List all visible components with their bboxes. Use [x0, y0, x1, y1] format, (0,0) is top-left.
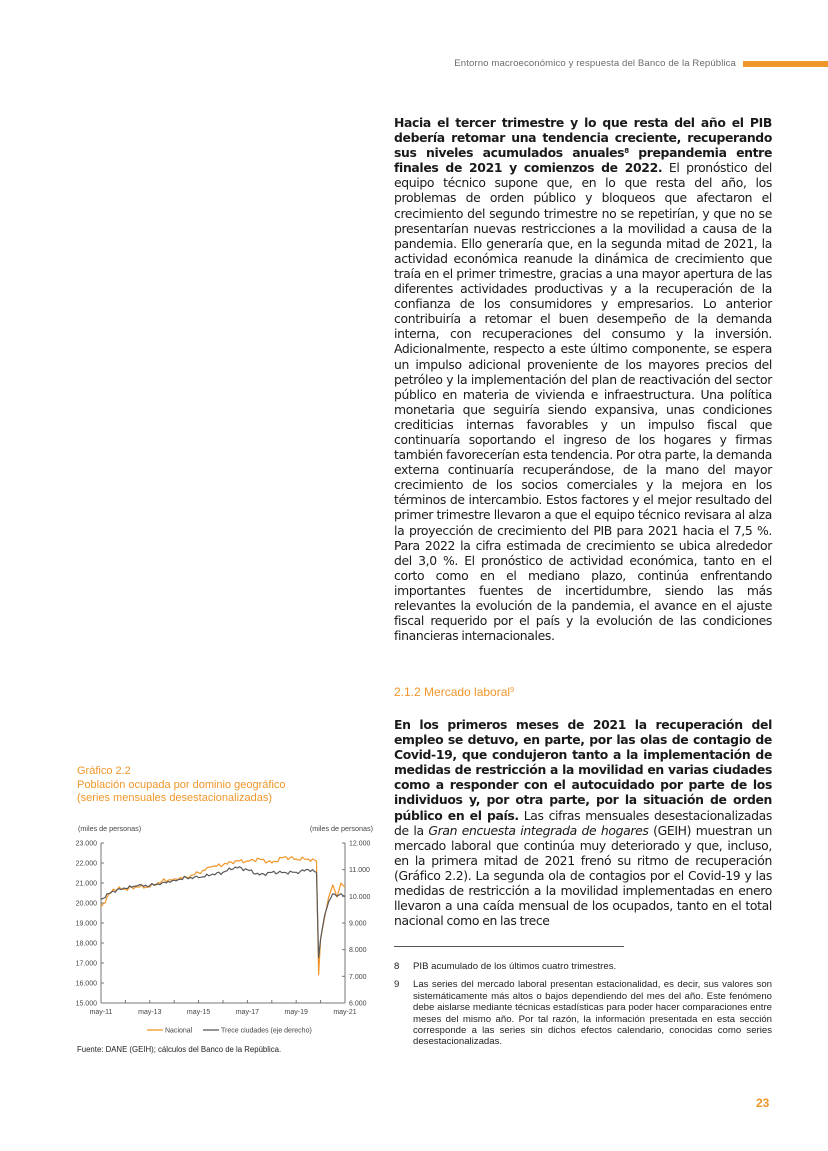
svg-text:may-21: may-21: [333, 1009, 357, 1016]
legend-trece-label: Trece ciudades (eje derecho): [221, 1027, 312, 1035]
footnote-ref-8[interactable]: 8: [624, 147, 629, 156]
svg-text:may-11: may-11: [89, 1009, 113, 1016]
paragraph-labor-market: En los primeros meses de 2021 la recuperación del empleo se detuvo, en parte, por las olas de contagio de Covid-19, que condujeron tanto a la implementación de medidas de restricción a la movilidad en varias ciudades como a responder con el autocuidado por parte de los individuos y, por otra parte, por la situación de orden público en el país. Las cifras mensuales desestacionalizadas de la Gran encuesta integrada de hogares (GEIH) muestran un mercado laboral que continúa muy deteriorado y que, incluso, en la primera mitad de 2021 frenó su ritmo de recuperación (Gráfico 2.2). La segunda ola de contagios por el Covid-19 y las medidas de restricción a la movilidad implementadas en enero llevaron a una caída mensual de los ocupados, tanto en el total nacional como en las trece: [394, 717, 772, 929]
chart-axes: [76, 841, 371, 1017]
svg-text:15.000: 15.000: [75, 1000, 97, 1008]
paragraph-gdp-outlook: [394, 115, 772, 643]
series-trece-ciudades-line: [101, 867, 345, 958]
svg-text:may-19: may-19: [284, 1009, 308, 1016]
footnotes: [394, 961, 772, 1055]
svg-text:may-15: may-15: [186, 1009, 211, 1016]
svg-text:9.000: 9.000: [349, 920, 367, 928]
footnote-ref-9[interactable]: 9: [510, 687, 514, 694]
svg-text:11.000: 11.000: [349, 867, 370, 875]
footnote-9: 9 Las series del mercado laboral presentan estacionalidad, es decir, sus valores son sistemáticamente más altos o bajos dependiendo del mes del año. Este fenómeno debe aislarse mediante técnicas estadísticas para poder hacer comparaciones entre meses del mismo año. Por tal razón, la información presentada en esta sección corresponde a las series sin dichos efectos calendario, conocidas como series desestacionalizadas.: [394, 979, 772, 1048]
series-nacional-line: [101, 857, 345, 975]
employment-line-chart: [70, 818, 380, 1040]
svg-text:17.000: 17.000: [75, 960, 97, 968]
chart-series: [101, 857, 345, 975]
figure-source: Fuente: DANE (GEIH); cálculos del Banco de la República.: [77, 1045, 282, 1054]
svg-text:may-13: may-13: [138, 1009, 162, 1016]
figure-title: Población ocupada por dominio geográfico: [77, 778, 286, 791]
chart-legend: [147, 1028, 312, 1035]
svg-text:12.000: 12.000: [349, 840, 371, 848]
paragraph1-lead: Hacia el tercer trimestre y lo que resta del año el PIB debería retomar una tendencia creciente, recuperando sus niveles acumulados anuales$^8$ prepandemia entre finales de 2021 y comienzos de 2022.: [394, 115, 772, 176]
section-heading: 2.1.2 Mercado laboral$^9$: [394, 685, 514, 699]
svg-text:19.000: 19.000: [75, 920, 97, 928]
footnote-divider: [394, 946, 624, 947]
figure-caption: [77, 765, 286, 806]
svg-text:21.000: 21.000: [75, 880, 97, 888]
svg-text:may-17: may-17: [235, 1009, 260, 1016]
footnote-8: 8 PIB acumulado de los últimos cuatro trimestres.: [394, 961, 617, 972]
svg-text:23.000: 23.000: [75, 840, 97, 848]
svg-text:18.000: 18.000: [75, 940, 97, 948]
svg-text:20.000: 20.000: [75, 900, 97, 908]
figure-label: Gráfico 2.2: [77, 765, 131, 777]
running-head-title: Entorno macroeconómico y respuesta del Banco de la República: [454, 58, 736, 69]
svg-text:6.000: 6.000: [349, 1000, 367, 1008]
svg-text:10.000: 10.000: [349, 893, 371, 901]
paragraph2-lead: En los primeros meses de 2021 la recuperación del empleo se detuvo, en parte, por las olas de contagio de Covid-19, que condujeron tanto a la implementación de medidas de restricción a la movilidad en varias ciudades como a responder con el autocuidado por parte de los individuos y, por otra parte, por la situación de orden público en el país.: [394, 717, 772, 823]
right-axis-label: (miles de personas): [309, 824, 373, 833]
page-number: 23: [756, 1096, 770, 1110]
svg-text:16.000: 16.000: [75, 980, 97, 988]
svg-text:22.000: 22.000: [75, 860, 97, 868]
running-head: [0, 58, 828, 72]
running-head-accent-bar: [743, 61, 828, 67]
paragraph1-text: El pronóstico del equipo técnico supone que, en lo que resta del año, los problemas de orden público y bloqueos que afectaron el crecimiento del segundo trimestre no se repetirían, y que no se presentarían nuevas restricciones a la movilidad a causa de la pandemia. Ello generaría que, en la segunda mitad de 2021, la actividad económica reanude la dinámica de crecimiento que traía en el primer trimestre, gracias a una mayor apertura de las diferentes actividades productivas y a la recuperación de la confianza de los consumidores y empresarios. Lo anterior contribuiría a retomar el buen desempeño de la demanda interna, con recuperaciones del consumo y la inversión. Adicionalmente, respecto a este último componente, se espera un impulso adicional proveniente de los mayores precios del petróleo y la implementación del plan de reactivación del sector público en materia de vivienda e infraestructura. Una política monetaria que seguiría siendo expansiva, unas condiciones crediticias internas favorables y un impulso fiscal que continuaría soportando el ingreso de los hogares y firmas también favorecerían esta tendencia. Por otra parte, la demanda externa continuaría recuperándose, de la mano del mayor crecimiento de los socios comerciales y la mejora en los términos de intercambio. Estos factores y el mejor resultado del primer trimestre llevaron a que el equipo técnico revisara al alza la proyección de crecimiento del PIB para 2021 hacia el 7,5 %. Para 2022 la cifra estimada de crecimiento se ubica alrededor del 3,0 %. El pronóstico de actividad económica, tanto en el corto como en el mediano plazo, continúa enfrentando importantes fuentes de incertidumbre, siendo las más relevantes la evolución de la pandemia, el avance en el ajuste fiscal requerido por el país y la evolución de las condiciones financieras internacionales.: [394, 160, 772, 644]
svg-text:7.000: 7.000: [349, 973, 367, 981]
left-axis-label: (miles de personas): [78, 824, 142, 833]
legend-nacional-label: Nacional: [165, 1027, 193, 1035]
survey-name: Gran encuesta integrada de hogares: [428, 822, 649, 838]
svg-text:8.000: 8.000: [349, 947, 367, 955]
figure-subtitle: (series mensuales desestacionalizadas): [77, 792, 273, 805]
